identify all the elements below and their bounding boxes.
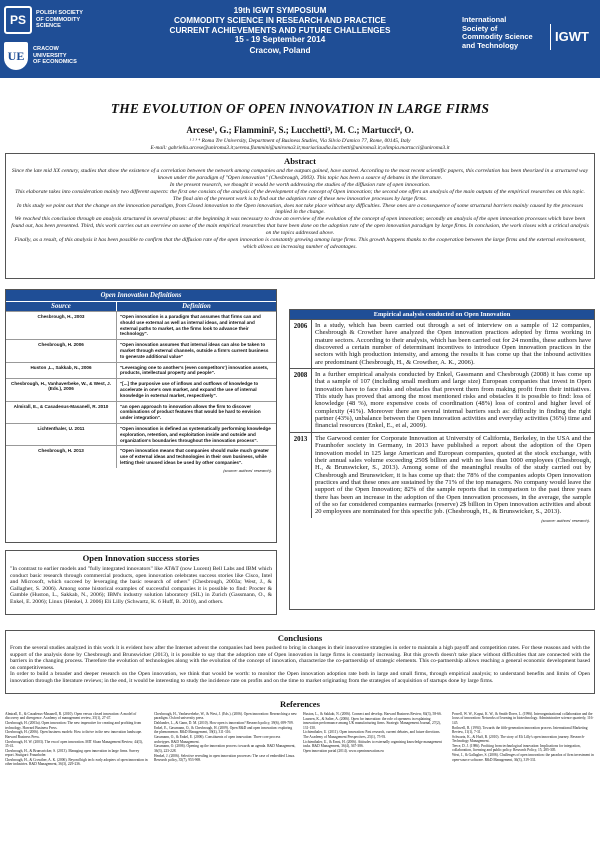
reference-item: Enkel, E., Gassmann, O., & Chesbrough, H. (2009). Open R&D and open innovation: exploring the phenomenon. R&D Management, 39(4), 311-316. [154,726,293,735]
source-cell: Almirall, E., & Casadesus-Masanell, R. 2010 [13,403,109,409]
reference-item: Chesbrough, H. W. (2003). The era of open innovation. MIT Sloan Management Review, 44(3), 35-41. [5,739,143,749]
abstract-box [5,153,595,279]
cracow-university-text: CRACOW UNIVERSITY OF ECONOMICS [33,46,77,66]
table-row [290,319,594,368]
definitions-table [5,289,277,543]
reference-item: Lichtenthaler, U., & Ernst, H. (2006). Attitudes to externally organising knowledge management tasks. R&D Management, 36(4), 367-386. [303,739,442,749]
reference-item: Chesbrough, H. (2003a). Open innovation: The new imperative for creating and profiting from technology. Harvard Business Press. [5,721,142,730]
definition-cell: "an open approach to innovation allows the firm to discover combinations of product features that would be hard to envision under integration". [116,402,276,423]
reference-item: Chesbrough, H. (2006). Open business models: How to thrive in the new innovation landscape. Harvard Business Press. [5,730,143,739]
table-row [6,445,276,467]
source-cell: Chesbrough, H. 2006 [38,342,84,348]
abstract-heading: Abstract [284,156,316,166]
references-column [452,712,595,854]
column-header-source: Source [51,303,71,310]
empirical-analysis-table [289,309,595,610]
abstract-paragraph: We reached this conclusion through an analysis structured in several phases: at the beginning it was necessary to draw an overview of the evolution of the concept of open innovation; secondly an analysis of the open innovation processes which have been found out, has been presented. Third, this work carries out an overview on some of the main empirical researches that have been done on the adoption rate of the open innovation paradigm by large firms. In conclusion, the work closes with a critical analysis on the topics addressed above. [11,216,589,237]
polish-society-mark-icon: PS [4,6,32,34]
reference-item: Chesbrough, H., Vanhaverbeke, W., & West, J. (Eds.). (2006). Open innovation: Researching a new paradigm. Oxford university press. [154,712,297,721]
cracow-university-logo [4,40,104,72]
success-stories-text: "In contrast to earlier models and "fully integrated innovators" like AT&T (now Lucent) Bell Labs and IBM which conduct basic research through commercial products, open innovation celebrates success stories like Cisco, Intel and Microsoft, which succeed by leveraging the basic research of others" (Chesbrough, 2003a; West, J., & Gallagher, S. 2006). Among some historical examples of successful companies it is possible to find: Procter & Gamble (Huston, L., Sakkab, N., 2006); IBM's industry solution laboratory (SIL) in Zurich (Gassmann, O., & Enkel, E. 2006); Linux (Henkel, J. 2006) Eli Lilly (Schwartz, K. 6 Huff, B. 2010), and others. [10,566,272,605]
references-column [154,712,297,854]
conclusions-paragraph: From the several studies analyzed in this work it is evident how after the Internet advent the companies had been pushed to bring in changes in their innovative strategies in order to maintain a high payoff and competition rates. For these reasons and with the support of the analysis done by Chesbrough and Brunswicker (2013), it is possible to say that the adoption rate of Open innovation in large firms is constantly increasing. But this growth doesn't take place without difficulties that are connected with the barriers in the changing process. Therefore the evolution of technologies along with the evolution of the concept of innovation, characterize the co-partnership of strategic elements. This co-partnership allows reaching a general economic development based on competitiveness. [10,645,590,671]
paper-title: THE EVOLUTION OF OPEN INNOVATION IN LARGE FIRMS [110,101,490,116]
empirical-title: Empirical analysis conducted on Open Innovation [290,310,594,319]
abstract-paragraph: Since the late mid XX century, studies that show the existence of a correlation between the network among companies and the outputs gained, have started. According to the most recent scientific papers, this correlation has been theorized in a structured way known under the paradigm of "Open innovation" (Chesbrough, 2003). This topic has been a source of debates in the literature. [11,168,589,181]
references-column [5,712,148,854]
source-cell: Chesbrough, H., Vanhaverbeke, W., & West, J. (Eds.), 2006 [11,381,111,392]
reference-item: Gassmann, O. (2006). Opening up the innovation process: towards an agenda. R&D Management, 36(3), 223-228. [154,744,296,753]
table-row [290,368,594,432]
definition-cell: "Open innovation is defined as systematically performing knowledge exploration, retention, and exploitation inside and outside and organization's boundaries throughout the innovation process". [116,424,276,445]
year-cell: 2006 [290,320,312,368]
source-cell: Chesbrough, H., 2003 [37,314,85,319]
table-row [6,423,276,445]
reference-item: Open innovation portal (2014). www.openinnovation.eu [303,748,384,753]
study-cell: In a study, which has been carried out through a set of interview on a sample of 12 companies, Chesbrough & Crowther have analyzed the Open innovation practices adopted by firms working in mature sectors. According to their analysis, which has been carried out for 24 months, these authors have discovered a certain number of determinant incentives to introduce Open innovation practices in the sectors with high production intensity, and among the results it has come up that the inbound activities are predominant (Chesbrough, H., & Crowther, A. K., 2006). [315,322,591,366]
table-row [6,311,276,339]
university-crest-icon: UE [4,42,28,70]
source-cell: Chesbrough, H. 2013 [38,448,84,454]
definitions-title: Open Innovation Definitions [6,290,276,301]
reference-item: Dahlander, L., & Gann, D. M. (2010). How open is innovation? Research policy, 39(6), 699-709. [154,721,294,726]
references-heading: References [280,699,320,709]
reference-item: Henkel, J. (2006). Selective revealing in open innovation processes: The case of embedded Linux. Research policy, 35(7), 953-969. [154,753,296,763]
definition-cell: "[...] the purposive use of inflows and outflows of knowledge to accelerate in one's own market, and expand the use of internal knowledge in external market, respectively". [116,379,276,400]
empirical-source-note: (source: authors' research). [541,517,590,523]
definition-cell: "Open innovation is a paradigm that assumes that firms can and should use external as well as internal ideas, and internal and external paths to market, as the firms look to advance their technology". [116,312,276,339]
definition-cell: "Open innovation means that companies should make much greater use of external ideas and technologies in their own business, while letting their unused ideas be used by other companies". [116,446,276,467]
reference-item: West, J., & Gallagher, S. (2006). Challenges of open innovation: the paradox of firm investment in open-source software. R&D Management, 36(3), 319-331. [452,753,594,762]
table-row [6,339,276,361]
reference-item: Powell, W. W., Koput, K. W., & Smith-Doerr, L. (1996). Interorganizational collaboration and the locus of innovation: Networks of learning in biotechnology. Administrative science quarterly, 116-145. [452,712,594,725]
society-name: International Society of Commodity Science and Technology [462,15,533,50]
definition-cell: "Open innovation assumes that internal ideas can also be taken to market through external channels, outside a firm's current business to generate additional value" [116,340,276,361]
definition-cell: "Leveraging one to another's (even competitors') innovation assets, products, intellectual property and people". [116,363,276,379]
definitions-header-row [6,301,276,311]
affiliation: ¹ ² ³ ⁴ Roma Tre University, Department of Business Studies, Via Silvio D'amico 77, Rome, 00145, Italy [189,138,411,144]
table-row [6,362,276,379]
reference-item: Gassmann, O., & Enkel, E. (2006). Constituents of open innovation: Three core process archetypes. R&D Management. [154,735,281,744]
reference-item: Almirall, E., & Casadesus-Masanell, R. (2010). Open versus closed innovation: A model of discovery and divergence. Academy of management review, 35(1), 27-47. [5,712,137,721]
conclusions-paragraph: In order to build a broader and deeper research on the Open innovation, we think that would be worth: to monitor the Open innovation adoption rate both in large and small firms, through empirical analysis; to understand benefits and limits of Open innovation through the literature reviews; in the end, it would be interesting to study the incidence rate on profits and on the time to market originating from the strategies of acquisition of startups done by large firms. [10,671,590,684]
abstract-paragraph: In this study we point out that the change on the innovation paradigm, from Closed innovation to the Open innovation, does not take place without any difficulties. These ones are a consequence of some structural barriers mainly caused by the processes implied in the change. [16,202,584,216]
reference-item: Schwartz, K., & Huff, B. (2010). The story of Eli Lilly's open innovation journey. Research-Technology Management. [452,734,585,744]
abstract-paragraph: The final aim of the present work is to find out the adoption rate of these new innovative processes by large firms. [172,195,428,202]
table-row [290,432,594,518]
table-row [6,378,276,400]
symposium-title: 19th IGWT SYMPOSIUM COMMODITY SCIENCE IN RESEARCH AND PRACTICE CURRENT ACHIEVEMENTS AND FUTURE CHALLENGES 15 - 19 September 2014 Cracow, Poland [169,6,391,55]
reference-item: Lichtenthaler, U. (2011). Open innovation: Past research, current debates, and future directions. The Academy of Management Perspectives, 25(1), 75-93. [303,730,441,739]
references-column [303,712,446,854]
author-emails: E-mail: gabriella.arcese@uniroma3.it;serena.flammini@uniroma3.it;mariaclaudia.lucchetti@uniroma3.it;olimpia.martucci@uniroma3.it [150,145,450,151]
igwt-logo: IGWT [550,24,594,50]
conclusions-box [5,630,595,694]
abstract-paragraph: Finally, as a result, of this analysis it has been possible to confirm that the diffusion rate of the open innovation is constantly growing among large firms. This growth happens thanks to the cooperation between the large firms and the external environment, which allows an increasing number of advantages. [14,237,586,250]
column-header-definition: Definition [116,302,276,311]
source-cell: Lichtenthaler, U. 2011 [37,425,85,431]
year-cell: 2013 [290,433,312,518]
polish-society-text: POLISH SOCIETY OF COMMODITY SCIENCE [36,10,83,30]
table-row [6,401,276,423]
reference-item: Chesbrough, H., & Crowther, A. K. (2006). Beyond high tech: early adopters of open innovation in other industries. R&D Management, 36(3), 229-236. [5,758,148,767]
polish-society-logo [4,4,104,36]
reference-item: Huston, L., & Sakkab, N. (2006). Connect and develop. Harvard Business Review, 84(3), 58-66. [303,712,442,716]
reference-item: Chesbrough, H., & Brunswicker, S. (2013). Managing open innovation in large firms. Survey report. Stuttgart: Fraunhofer. [5,748,140,758]
success-stories-box [5,550,277,615]
year-cell: 2008 [290,369,312,432]
source-cell: Huston ,L., Sakkab, N., 2006 [30,364,92,370]
study-cell: The Garwood center for Corporate Innovation at University of California, Berkeley, in the USA and the Fraunhofer society in Germany, in 2013 have published a report about the adoption of the Open innovation model in 125 large American and European companies, quoted at the stock exchange, with their annual sales volume exceeding 250$ billion and with no less than 1000 employees (Chesbrough, H., & Brunswicker, S., 2013). Among some of the meaningful results of the study carried out by Chesbrough and Brunswicker, it is has come up that: the 78% of the companies adopts Open innovation practices and that these ones are sustained by the 71% of the top managers. No company would leave the support of the Open Innovation; 82% of the sample reports that in comparison to the past three years there has been an increase in the adoption of the Open innovation processes, in the average, the sample of the so far considered companies earmarks (reserve) 2$ billion in Open innovation activities and about 20 employees are nominated for this specific job. (Chesbrough, H., & Brunswicker, S., 2013). [315,434,591,516]
references-list [5,712,595,854]
authors: Arcese¹, G.; Flammini², S.; Lucchetti³, M. C.; Martucci⁴, O. [186,125,414,135]
poster-header [0,0,600,78]
reference-item: Rothwell, R. (1994). Towards the fifth-generation innovation process. International Marketing Review, 11(1), 7-31. [452,725,588,735]
reference-item: Laursen, K., & Salter, A. (2006). Open for innovation: the role of openness in explaining innovation performance among UK manufacturing firms. Strategic Management Journal, 27(2), 131-150. [303,716,441,730]
success-stories-heading: Open Innovation success stories [82,553,200,563]
reference-item: Teece, D. J. (1986). Profiting from technological innovation: Implications for integration, collaboration, licensing and public policy. Research Policy, 15, 285-305. [452,744,581,753]
definitions-source-note: (source: authors' research). [223,467,272,473]
abstract-paragraph: In the present research, we thought it would be worth addressing the studies of the diffusion rate of open innovation. [169,181,431,188]
abstract-paragraph: This elaborate takes into consideration mainly two different aspects: the first one consists of the analysis of the development of the concept of Open innovation; the second one offers an analysis of the main outputs of the empirical researches on this topic. [15,188,585,195]
study-cell: In a further empirical analysis conducted by Enkel, Gassmann and Chesbrough (2008) it has come up that a sample of 107 (including small medium and large size) European companies that invest in Open innovation have to face risks and obstacles that prevent them from making profit from their initiatives. This study has proved that among the most mentioned risks and obstacles it is possible to find: loss of knowledge (48 %), more expensive costs of coordination (48%) loss of control and higher level of complexity (41%). Moreover there are several internal barriers such as: difficulty in finding the right partner (43%), unbalance between the Open innovation activities and everyday activities (36%) time and financial resources (Enkel, E., et al, 2009). [315,371,591,430]
conclusions-heading: Conclusions [277,633,323,643]
logos [4,4,104,74]
